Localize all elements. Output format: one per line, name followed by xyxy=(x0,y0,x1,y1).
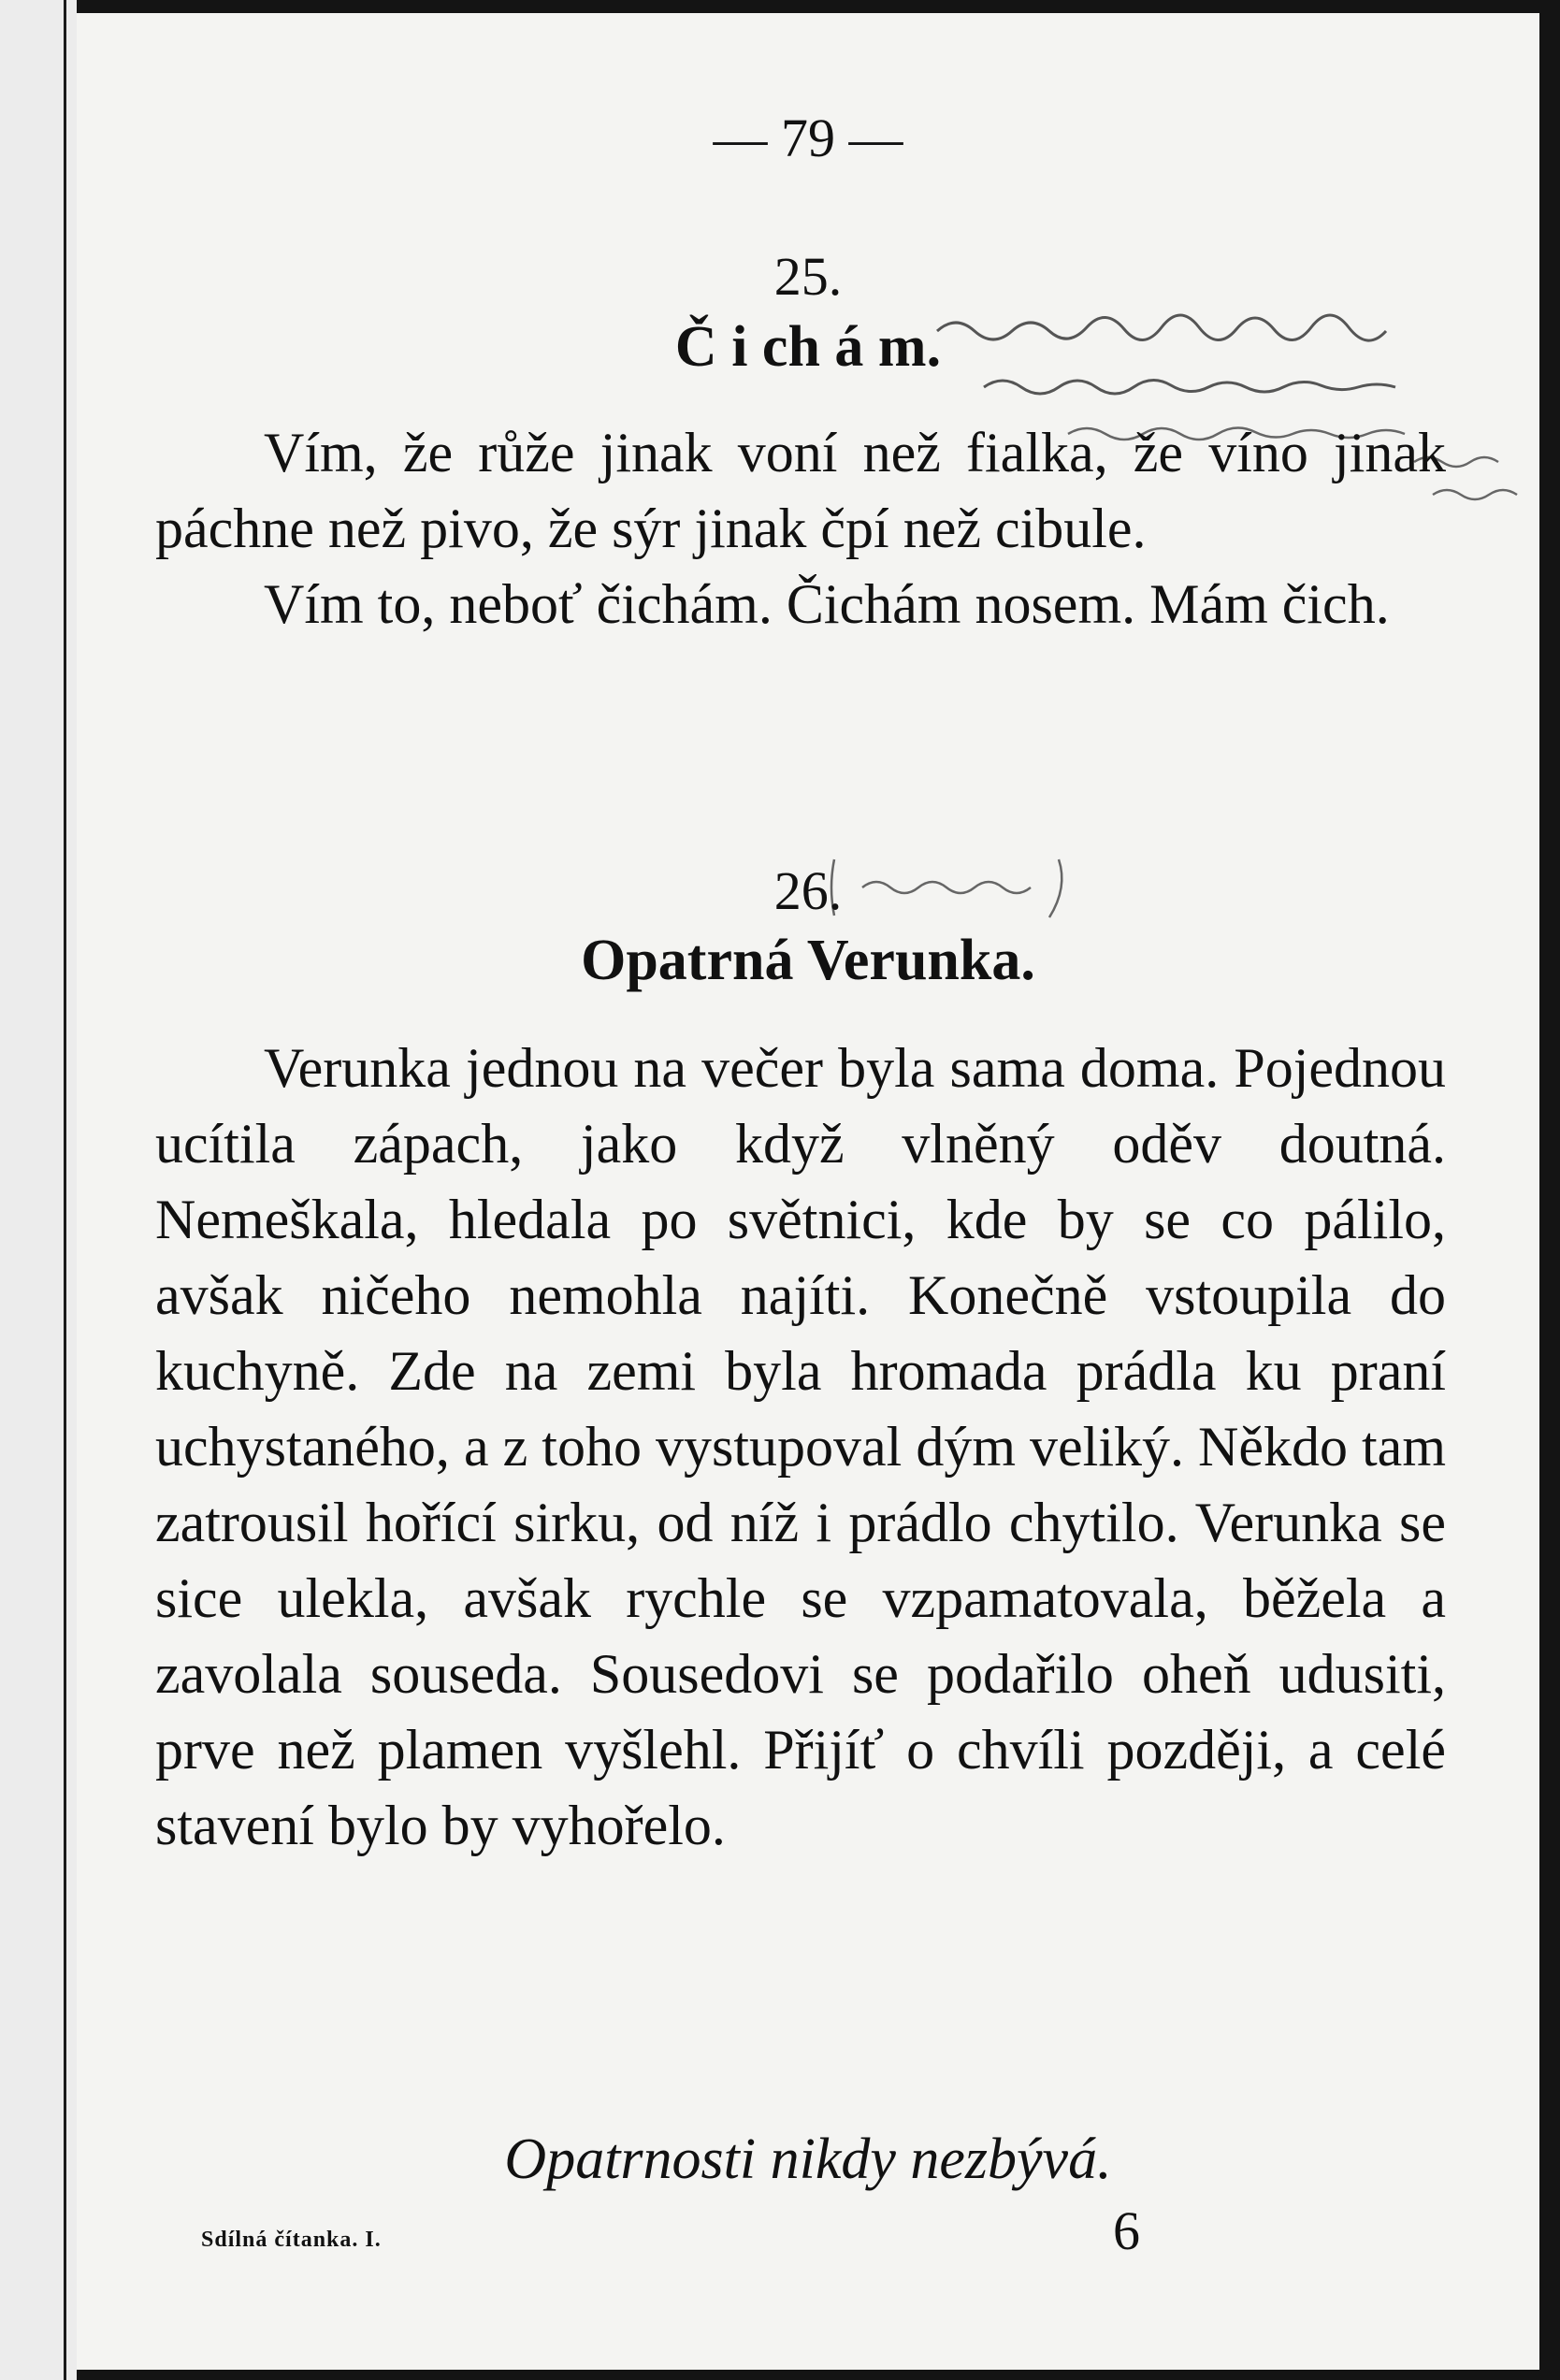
section-title-opatrna-verunka: Opatrná Verunka. xyxy=(581,929,1035,992)
binding-line xyxy=(64,0,66,2380)
book-page xyxy=(77,13,1539,2370)
footer-sheet-number: 6 xyxy=(1113,2200,1140,2261)
paragraph-1: Vím, že růže jinak voní než fialka, že víno jinak páchne než pivo, že sýr jinak čpí než cibule. xyxy=(155,422,1446,559)
section-number-25: 25. xyxy=(773,246,843,307)
moral-line: Opatrnosti nikdy nezbývá. xyxy=(504,2128,1112,2191)
paragraph-2: Vím to, neboť čichám. Čichám nosem. Mám čich. xyxy=(264,573,1390,635)
section-26-body xyxy=(155,1031,1446,1864)
section-title-cicham: Č i ch á m. xyxy=(674,315,942,379)
section-25-body xyxy=(155,415,1446,642)
left-page-edge xyxy=(0,0,77,2380)
page-number-header: — 79 — xyxy=(713,108,903,168)
footer-signature: Sdílná čítanka. I. xyxy=(201,2228,382,2252)
paragraph-3: Verunka jednou na večer byla sama doma. Pojednou ucítila zápach, jako když vlněný oděv doutná. Nemeškala, hledala po světnici, kde by se co pálilo, avšak ničeho nemohla najíti. Konečně vstoupila do kuchyně. Zde na zemi byla hromada prádla ku praní uchystaného, a z toho vystupoval dým veliký. Někdo tam zatrousil hořící sirku, od níž i prádlo chytilo. Verunka se sice ulekla, avšak rychle se vzpamatovala, běžela a zavolala souseda. Sousedovi se podařilo oheň udusiti, prve než plamen vyšlehl. Přijíť o chvíli později, a celé stavení bylo by vyhořelo. xyxy=(155,1037,1446,1856)
section-number-26: 26. xyxy=(773,860,843,921)
